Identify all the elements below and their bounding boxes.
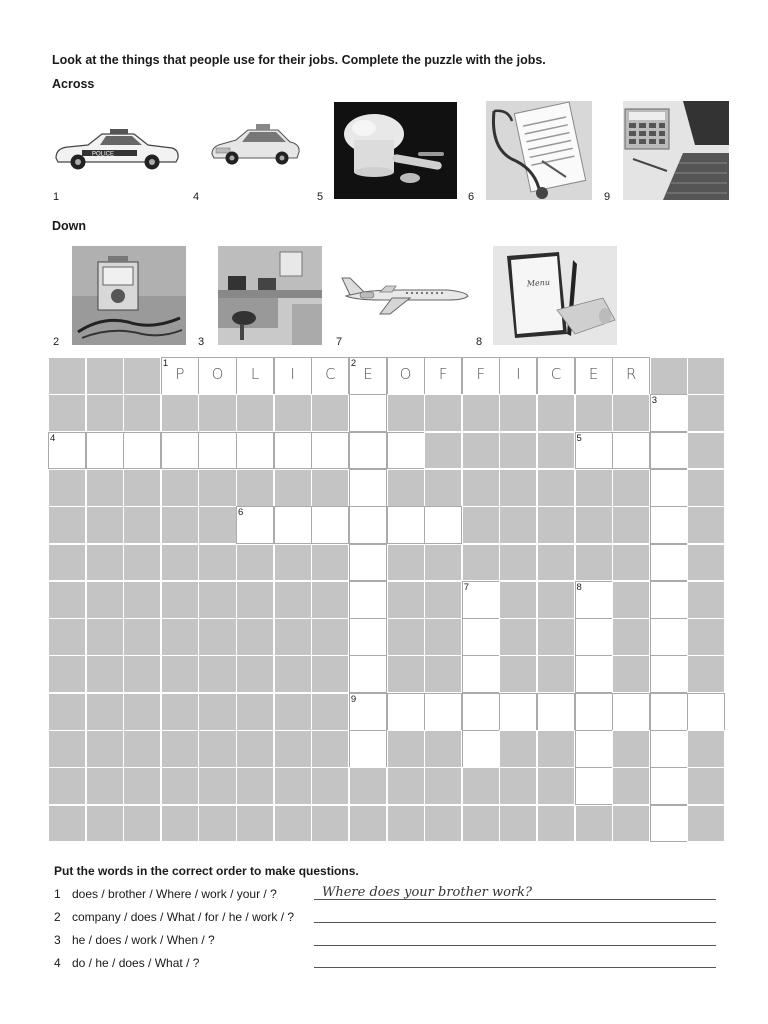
crossword-cell[interactable] (349, 618, 387, 656)
crossword-block (86, 767, 124, 805)
crossword-block (499, 767, 537, 805)
crossword-block (48, 357, 86, 395)
crossword-block (123, 618, 161, 656)
cell-number: 3 (651, 395, 658, 407)
crossword-cell[interactable] (311, 506, 349, 544)
cell-letter: C (325, 365, 336, 383)
crossword-block (687, 469, 725, 507)
crossword-block (86, 618, 124, 656)
cell-letter: R (625, 365, 637, 383)
crossword-cell[interactable] (349, 357, 387, 395)
crossword-block (462, 506, 500, 544)
cell-letter: E (363, 365, 373, 383)
crossword-block (198, 618, 236, 656)
across-clue-number: 9 (604, 191, 611, 203)
cell-letter: O (211, 365, 224, 383)
crossword-cell[interactable] (537, 693, 575, 731)
down-clue-number: 8 (476, 336, 483, 348)
crossword-block (387, 581, 425, 619)
crossword-block (274, 693, 312, 731)
across-clue-number: 4 (193, 191, 200, 203)
crossword-block (198, 469, 236, 507)
crossword-block (274, 805, 312, 843)
crossword-block (537, 581, 575, 619)
crossword-block (161, 655, 199, 693)
crossword-block (123, 767, 161, 805)
crossword-block (612, 394, 650, 432)
crossword-block (537, 805, 575, 843)
crossword-block (687, 544, 725, 582)
crossword-block (687, 506, 725, 544)
crossword-block (123, 506, 161, 544)
answer-line[interactable] (314, 945, 716, 946)
crossword-block (537, 506, 575, 544)
crossword-cell[interactable] (387, 357, 425, 395)
crossword-block (198, 394, 236, 432)
crossword-block (612, 506, 650, 544)
crossword-block (86, 544, 124, 582)
crossword-block (123, 544, 161, 582)
crossword-cell[interactable] (650, 693, 688, 731)
crossword-block (612, 469, 650, 507)
crossword-block (236, 730, 274, 768)
crossword-block (86, 581, 124, 619)
crossword-cell[interactable] (650, 581, 688, 619)
crossword-block (48, 581, 86, 619)
crossword-cell[interactable] (650, 506, 688, 544)
crossword-block (198, 767, 236, 805)
svg-text:POLICE: POLICE (92, 151, 115, 158)
crossword-block (123, 357, 161, 395)
down-heading: Down (52, 219, 87, 233)
crossword-block (612, 581, 650, 619)
crossword-block (687, 767, 725, 805)
crossword-block (161, 469, 199, 507)
answer-line[interactable] (314, 967, 716, 968)
crossword-block (687, 394, 725, 432)
crossword-cell[interactable] (462, 581, 500, 619)
crossword-cell[interactable] (575, 581, 613, 619)
police-car-icon (52, 120, 182, 175)
crossword-block (387, 618, 425, 656)
crossword-cell[interactable] (650, 767, 688, 805)
crossword-block (537, 618, 575, 656)
crossword-cell[interactable] (537, 357, 575, 395)
crossword-block (537, 767, 575, 805)
crossword-block (123, 394, 161, 432)
crossword-cell[interactable] (274, 432, 312, 470)
crossword-cell[interactable] (499, 693, 537, 731)
crossword-cell[interactable] (198, 432, 236, 470)
crossword-block (48, 618, 86, 656)
question-number: 2 (54, 910, 61, 924)
question-words: he / does / work / When / ? (72, 933, 215, 947)
crossword-cell[interactable] (650, 730, 688, 768)
crossword-block (424, 394, 462, 432)
crossword-block (274, 394, 312, 432)
cell-letter: I (516, 365, 521, 383)
crossword-cell[interactable] (462, 693, 500, 731)
crossword-block (499, 581, 537, 619)
crossword-block (236, 767, 274, 805)
crossword-block (123, 693, 161, 731)
crossword-block (274, 581, 312, 619)
cell-letter: F (438, 365, 448, 383)
crossword-block (387, 469, 425, 507)
crossword-block (650, 357, 688, 395)
crossword-block (424, 730, 462, 768)
across-clue-number: 5 (317, 191, 324, 203)
crossword-grid (48, 357, 725, 842)
crossword-block (123, 805, 161, 843)
crossword-block (462, 805, 500, 843)
crossword-block (161, 618, 199, 656)
crossword-block (462, 432, 500, 470)
electrical-tester-icon (72, 246, 186, 345)
crossword-block (311, 655, 349, 693)
across-clue-number: 1 (53, 191, 60, 203)
crossword-cell[interactable] (650, 394, 688, 432)
crossword-block (123, 469, 161, 507)
cell-letter: E (588, 365, 599, 383)
crossword-cell[interactable] (236, 357, 274, 395)
crossword-block (612, 618, 650, 656)
crossword-block (48, 544, 86, 582)
crossword-block (161, 805, 199, 843)
crossword-block (424, 469, 462, 507)
crossword-block (575, 469, 613, 507)
crossword-block (311, 767, 349, 805)
crossword-block (86, 506, 124, 544)
crossword-block (86, 469, 124, 507)
crossword-cell[interactable] (274, 357, 312, 395)
crossword-block (499, 506, 537, 544)
crossword-block (387, 805, 425, 843)
crossword-block (274, 469, 312, 507)
svg-text:Menu: Menu (526, 277, 551, 289)
crossword-cell[interactable] (387, 432, 425, 470)
chef-hat-icon (334, 102, 457, 199)
question-row (54, 933, 215, 947)
crossword-block (311, 469, 349, 507)
crossword-block (123, 655, 161, 693)
crossword-cell[interactable] (311, 357, 349, 395)
crossword-cell[interactable] (274, 506, 312, 544)
crossword-block (612, 655, 650, 693)
crossword-block (48, 469, 86, 507)
crossword-cell[interactable] (575, 357, 613, 395)
cell-letter: L (250, 365, 260, 383)
crossword-cell[interactable] (349, 432, 387, 470)
crossword-block (48, 730, 86, 768)
crossword-block (161, 544, 199, 582)
cell-number: 9 (350, 693, 357, 705)
crossword-block (387, 767, 425, 805)
crossword-block (575, 805, 613, 843)
crossword-block (236, 581, 274, 619)
crossword-block (612, 805, 650, 843)
crossword-cell[interactable] (575, 730, 613, 768)
crossword-block (311, 693, 349, 731)
crossword-block (462, 394, 500, 432)
crossword-block (462, 469, 500, 507)
crossword-cell[interactable] (424, 357, 462, 395)
crossword-block (687, 655, 725, 693)
crossword-cell[interactable] (612, 693, 650, 731)
crossword-block (424, 581, 462, 619)
crossword-cell[interactable] (349, 655, 387, 693)
crossword-block (48, 693, 86, 731)
crossword-cell[interactable] (86, 432, 124, 470)
crossword-block (499, 432, 537, 470)
crossword-block (424, 432, 462, 470)
crossword-block (311, 581, 349, 619)
crossword-block (687, 730, 725, 768)
cell-number: 7 (463, 581, 470, 593)
taxi-icon (208, 118, 303, 170)
crossword-block (575, 506, 613, 544)
crossword-cell[interactable] (575, 655, 613, 693)
cell-letter: I (290, 365, 295, 383)
cell-letter: P (175, 365, 185, 383)
question-words: company / does / What / for / he / work / ? (72, 910, 295, 924)
crossword-cell[interactable] (349, 394, 387, 432)
crossword-block (537, 730, 575, 768)
cell-number: 5 (576, 432, 582, 444)
crossword-block (499, 469, 537, 507)
cell-number: 2 (350, 358, 357, 369)
crossword-block (499, 730, 537, 768)
crossword-block (161, 394, 199, 432)
crossword-cell[interactable] (575, 693, 613, 731)
crossword-block (387, 730, 425, 768)
crossword-cell[interactable] (311, 432, 349, 470)
instructions: Look at the things that people use for their jobs. Complete the puzzle with the jobs. (52, 53, 546, 67)
crossword-cell[interactable] (48, 432, 86, 470)
question-row (54, 910, 294, 924)
crossword-cell[interactable] (349, 469, 387, 507)
crossword-cell[interactable] (612, 432, 650, 470)
crossword-block (424, 618, 462, 656)
crossword-block (537, 394, 575, 432)
crossword-block (311, 805, 349, 843)
crossword-cell[interactable] (424, 693, 462, 731)
crossword-cell[interactable] (387, 506, 425, 544)
crossword-block (161, 767, 199, 805)
crossword-cell[interactable] (462, 655, 500, 693)
cell-number: 4 (50, 432, 56, 444)
crossword-block (48, 655, 86, 693)
crossword-cell[interactable] (236, 506, 274, 544)
crossword-cell[interactable] (387, 693, 425, 731)
crossword-block (86, 805, 124, 843)
crossword-cell[interactable] (424, 506, 462, 544)
question-words: does / brother / Where / work / your / ? (72, 887, 277, 901)
crossword-cell[interactable] (236, 432, 274, 470)
crossword-cell[interactable] (575, 618, 613, 656)
crossword-block (499, 618, 537, 656)
crossword-cell[interactable] (462, 618, 500, 656)
crossword-block (161, 730, 199, 768)
crossword-cell[interactable] (123, 432, 161, 470)
across-clue-number: 6 (468, 191, 475, 203)
crossword-block (387, 544, 425, 582)
crossword-cell[interactable] (687, 693, 725, 731)
crossword-block (687, 581, 725, 619)
crossword-cell[interactable] (161, 432, 199, 470)
crossword-block (612, 544, 650, 582)
crossword-block (48, 506, 86, 544)
crossword-block (161, 693, 199, 731)
crossword-cell[interactable] (575, 432, 613, 470)
crossword-block (86, 394, 124, 432)
menu-icon (493, 246, 617, 345)
crossword-cell[interactable] (349, 506, 387, 544)
crossword-block (86, 730, 124, 768)
crossword-block (687, 618, 725, 656)
crossword-cell[interactable] (349, 544, 387, 582)
crossword-block (349, 805, 387, 843)
crossword-cell[interactable] (499, 357, 537, 395)
crossword-block (612, 767, 650, 805)
crossword-block (198, 693, 236, 731)
crossword-block (424, 655, 462, 693)
crossword-block (48, 767, 86, 805)
crossword-block (311, 730, 349, 768)
crossword-block (274, 544, 312, 582)
crossword-block (86, 655, 124, 693)
question-number: 4 (54, 956, 61, 970)
crossword-block (198, 805, 236, 843)
crossword-block (86, 693, 124, 731)
crossword-block (274, 730, 312, 768)
crossword-cell[interactable] (612, 357, 650, 395)
cell-letter: C (550, 365, 562, 383)
answer-line[interactable] (314, 899, 716, 900)
crossword-cell[interactable] (349, 581, 387, 619)
crossword-block (424, 805, 462, 843)
crossword-cell[interactable] (575, 767, 613, 805)
answer-text: Where does your brother work? (322, 885, 533, 900)
question-row (54, 887, 277, 901)
calculator-laptop-icon (623, 101, 729, 200)
crossword-cell[interactable] (462, 730, 500, 768)
crossword-cell[interactable] (349, 693, 387, 731)
crossword-block (311, 618, 349, 656)
crossword-block (612, 730, 650, 768)
down-clue-number: 7 (336, 336, 343, 348)
down-clue-number: 2 (53, 336, 60, 348)
crossword-block (48, 394, 86, 432)
cell-number: 6 (238, 507, 244, 519)
crossword-block (537, 432, 575, 470)
crossword-block (198, 506, 236, 544)
crossword-block (123, 730, 161, 768)
crossword-block (311, 544, 349, 582)
cell-number: 1 (162, 358, 169, 369)
crossword-block (687, 432, 725, 470)
crossword-cell[interactable] (650, 655, 688, 693)
crossword-block (499, 544, 537, 582)
crossword-block (462, 767, 500, 805)
crossword-block (537, 469, 575, 507)
crossword-block (198, 655, 236, 693)
airplane-icon (340, 268, 470, 318)
crossword-block (198, 730, 236, 768)
question-row (54, 956, 199, 970)
questions-heading: Put the words in the correct order to make questions. (54, 864, 359, 878)
crossword-block (161, 581, 199, 619)
crossword-block (387, 655, 425, 693)
crossword-block (462, 544, 500, 582)
crossword-block (236, 394, 274, 432)
question-number: 1 (54, 887, 61, 901)
crossword-cell[interactable] (349, 730, 387, 768)
crossword-block (687, 357, 725, 395)
across-heading: Across (52, 77, 95, 91)
down-clue-number: 3 (198, 336, 205, 348)
crossword-block (537, 544, 575, 582)
crossword-block (499, 394, 537, 432)
crossword-block (48, 805, 86, 843)
crossword-block (161, 506, 199, 544)
cell-letter: F (476, 365, 486, 383)
crossword-cell[interactable] (650, 544, 688, 582)
crossword-block (424, 767, 462, 805)
stethoscope-clipboard-icon (486, 101, 592, 200)
crossword-block (236, 618, 274, 656)
crossword-block (236, 693, 274, 731)
office-icon (218, 246, 322, 345)
crossword-block (236, 469, 274, 507)
crossword-block (424, 544, 462, 582)
crossword-block (198, 581, 236, 619)
crossword-block (537, 655, 575, 693)
crossword-cell[interactable] (650, 805, 688, 843)
crossword-block (236, 544, 274, 582)
question-words: do / he / does / What / ? (72, 956, 200, 970)
crossword-cell[interactable] (650, 469, 688, 507)
cell-number: 8 (576, 581, 582, 593)
crossword-block (575, 394, 613, 432)
crossword-cell[interactable] (650, 432, 688, 470)
crossword-cell[interactable] (198, 357, 236, 395)
crossword-block (86, 357, 124, 395)
crossword-block (274, 767, 312, 805)
crossword-block (687, 805, 725, 843)
answer-line[interactable] (314, 922, 716, 923)
crossword-block (274, 618, 312, 656)
crossword-block (349, 767, 387, 805)
crossword-block (311, 394, 349, 432)
crossword-cell[interactable] (161, 357, 199, 395)
crossword-block (236, 805, 274, 843)
crossword-cell[interactable] (650, 618, 688, 656)
crossword-block (236, 655, 274, 693)
crossword-block (123, 581, 161, 619)
question-number: 3 (54, 933, 61, 947)
crossword-cell[interactable] (462, 357, 500, 395)
crossword-block (387, 394, 425, 432)
crossword-block (274, 655, 312, 693)
cell-letter: O (399, 365, 412, 383)
crossword-block (499, 805, 537, 843)
crossword-block (198, 544, 236, 582)
crossword-block (575, 544, 613, 582)
crossword-block (499, 655, 537, 693)
